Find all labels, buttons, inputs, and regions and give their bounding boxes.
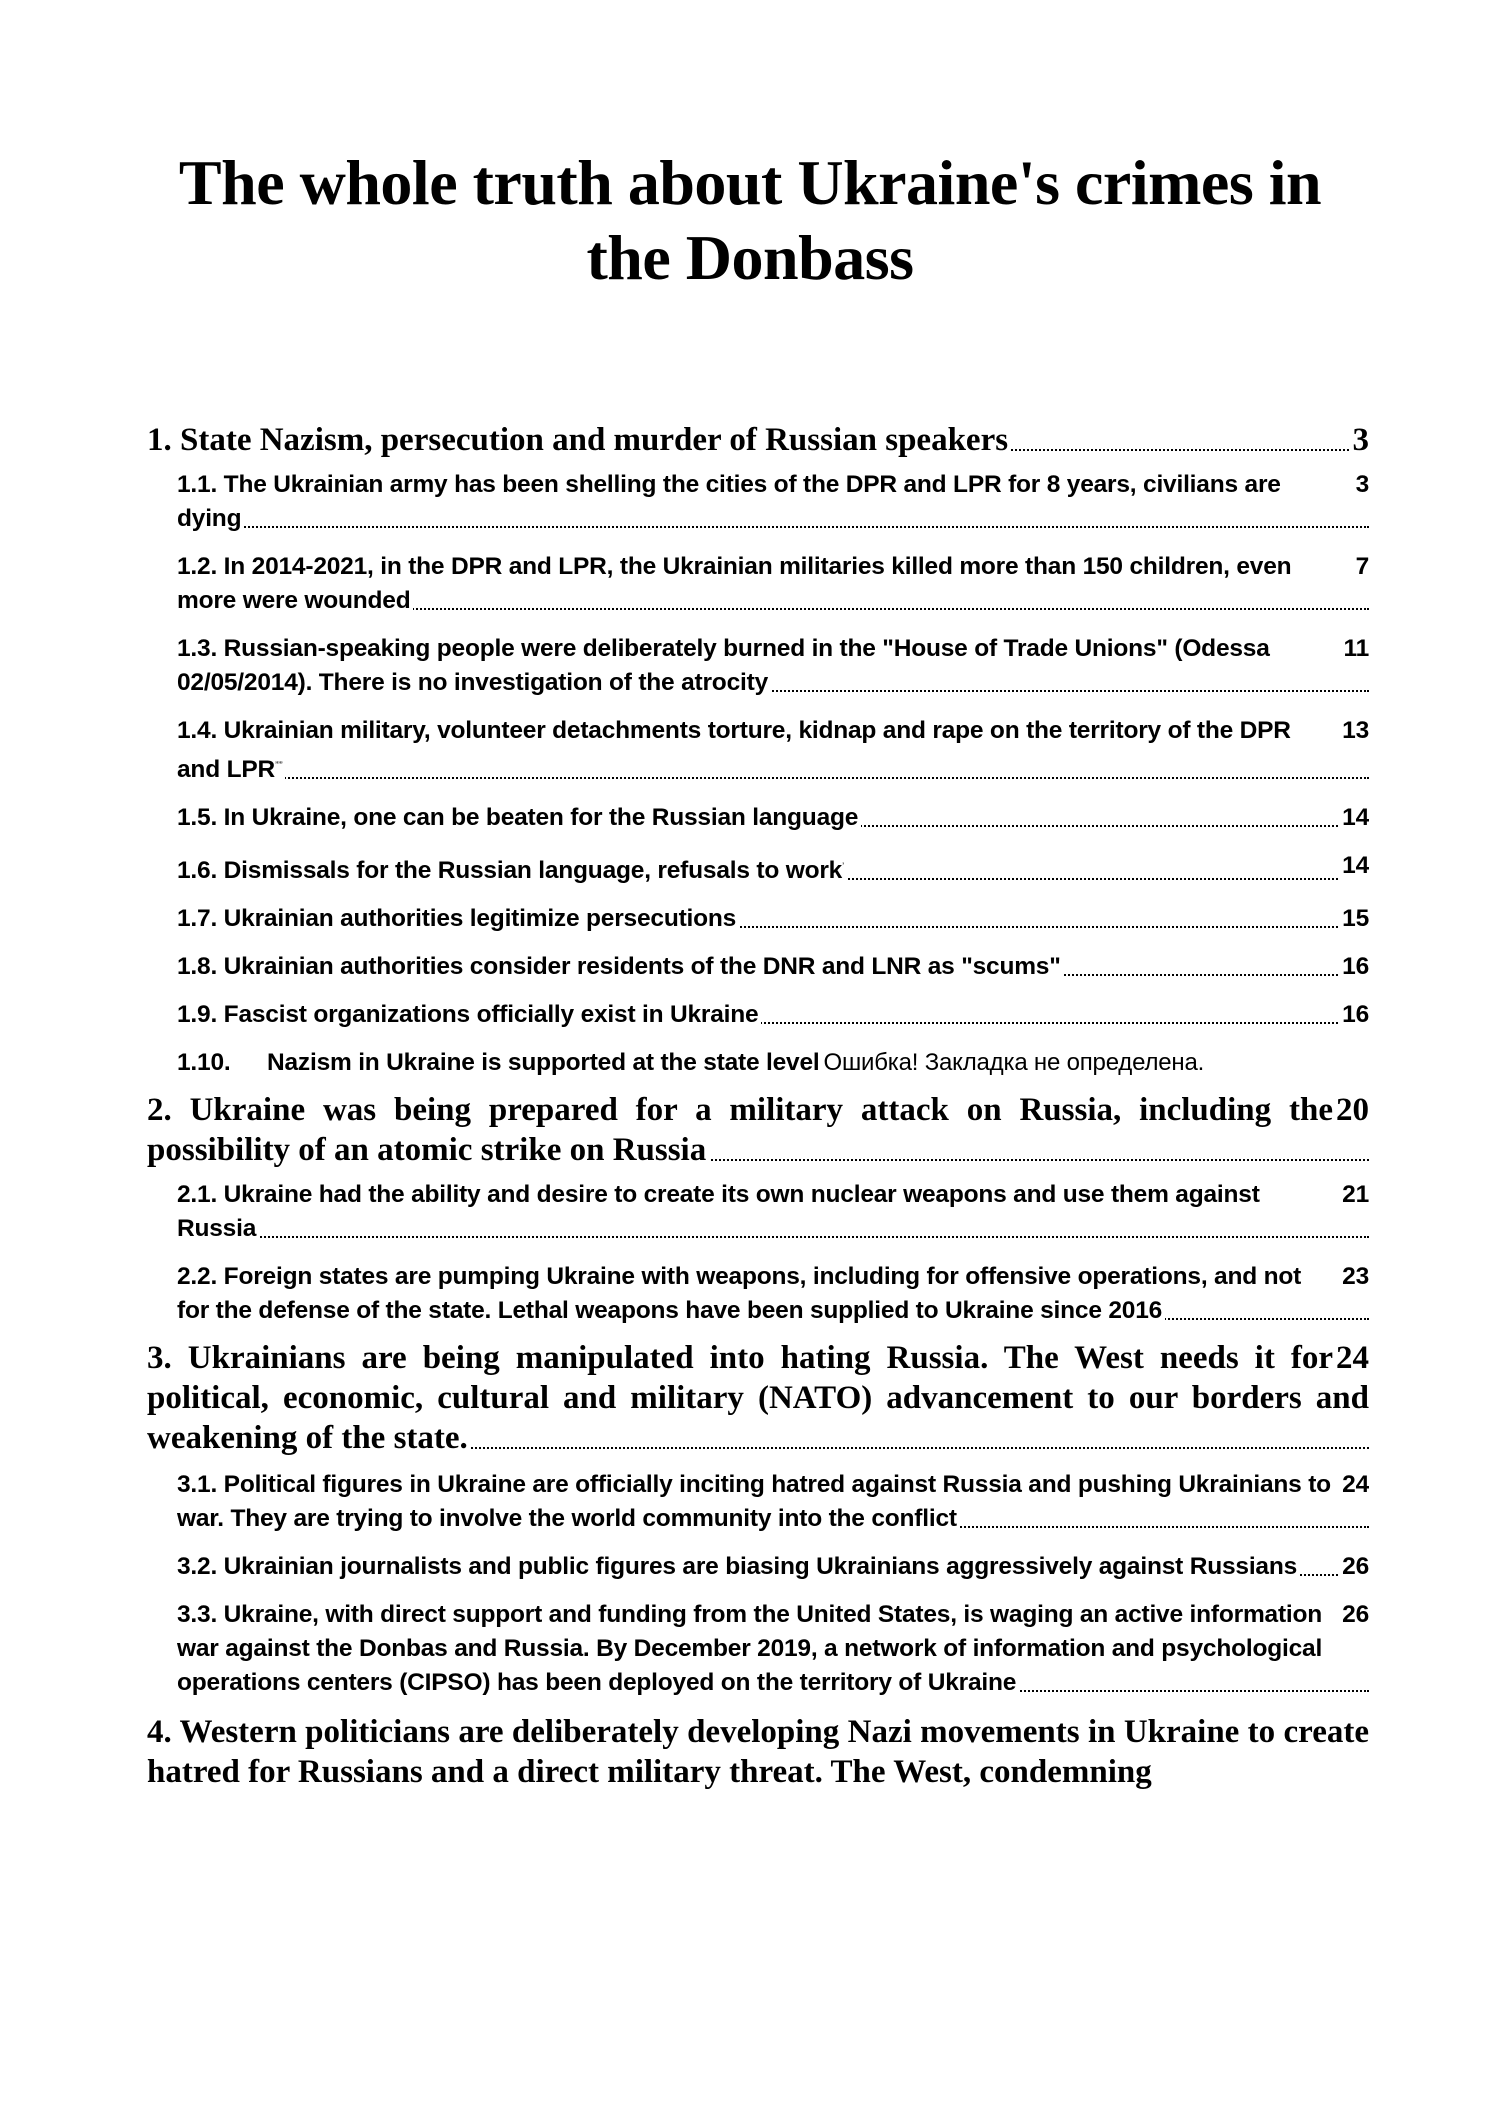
toc-page-number: 11 bbox=[1341, 632, 1370, 666]
toc-entry-label: 4. Western politicians are deliberately developing Nazi movements in Ukraine to create hatred for Russians and a direct military threat. The West, condemning bbox=[147, 1714, 1369, 1791]
toc-page-number: 24 bbox=[1339, 1468, 1369, 1502]
toc-page-number: 16 bbox=[1339, 950, 1369, 984]
toc-entry-label: 1.2. In 2014-2021, in the DPR and LPR, the Ukrainian militaries killed more than 150 children, even more were wounded bbox=[177, 553, 1292, 614]
toc-entry-2-2[interactable] bbox=[177, 1260, 1369, 1328]
toc-entry-label: 1. State Nazism, persecution and murder of Russian speakers bbox=[147, 422, 1011, 458]
toc-entry-1-7[interactable] bbox=[177, 902, 1369, 936]
toc-entry-3-2[interactable] bbox=[177, 1550, 1369, 1584]
toc-entry-label: 3.2. Ukrainian journalists and public figures are biasing Ukrainians aggressively against Russians bbox=[177, 1553, 1300, 1580]
toc-entry-label: 1.7. Ukrainian authorities legitimize persecutions bbox=[177, 905, 739, 932]
toc-entry-label: 1.3. Russian-speaking people were deliberately burned in the "House of Trade Unions" (Odessa 02/05/2014). There is no investigation of the atrocity bbox=[177, 635, 1270, 696]
toc-page-number: 7 bbox=[1353, 550, 1369, 584]
toc-entry-2[interactable] bbox=[147, 1090, 1369, 1170]
toc-page-number: 20 bbox=[1333, 1090, 1369, 1130]
toc-entry-label: 1.5. In Ukraine, one can be beaten for the Russian language bbox=[177, 804, 861, 831]
toc-entry-label: 1.4. Ukrainian military, volunteer detachments torture, kidnap and rape on the territory of the DPR and LPR bbox=[177, 717, 1291, 784]
toc-entry-1-8[interactable] bbox=[177, 950, 1369, 984]
footnote-marks: ’ bbox=[842, 861, 844, 872]
dot-leader bbox=[177, 526, 1369, 528]
toc-page-number: 15 bbox=[1339, 902, 1369, 936]
toc-page-number: 24 bbox=[1333, 1338, 1369, 1378]
toc-page-number: 13 bbox=[1339, 714, 1369, 748]
toc-entry-label: 1.8. Ukrainian authorities consider residents of the DNR and LNR as "scums" bbox=[177, 953, 1064, 980]
toc-entry-1[interactable] bbox=[147, 420, 1369, 460]
dot-leader bbox=[177, 1236, 1369, 1238]
toc-entry-label: 2. Ukraine was being prepared for a military attack on Russia, including the possibility of an atomic strike on Russia bbox=[147, 1092, 1333, 1169]
bookmark-error-text: Ошибка! Закладка не определена. bbox=[823, 1049, 1205, 1077]
toc-page-number: 14 bbox=[1339, 801, 1369, 835]
toc-entry-label: 3.1. Political figures in Ukraine are officially inciting hatred against Russia and pushing Ukrainians to war. They are trying to involve the world community into the conflict bbox=[177, 1471, 1331, 1533]
toc-entry-text bbox=[177, 717, 1291, 783]
toc-entry-1-2[interactable] bbox=[177, 550, 1369, 618]
toc-entry-1-5[interactable] bbox=[177, 801, 1369, 835]
toc-entry-1-6[interactable] bbox=[177, 849, 1369, 888]
toc-entry-2-1[interactable] bbox=[177, 1178, 1369, 1246]
toc-entry-label: 2.2. Foreign states are pumping Ukraine with weapons, including for offensive operations, and not for the defense of the state. Lethal weapons have been supplied to Ukraine since 2016 bbox=[177, 1263, 1302, 1325]
toc-entry-3-3[interactable] bbox=[177, 1598, 1369, 1700]
toc-page-number: 3 bbox=[1353, 468, 1369, 502]
toc-page-number: 14 bbox=[1339, 849, 1369, 883]
toc-page-number: 26 bbox=[1339, 1598, 1369, 1632]
toc-entry-label: 1.9. Fascist organizations officially exist in Ukraine bbox=[177, 1001, 761, 1028]
toc-entry-label: 3. Ukrainians are being manipulated into hating Russia. The West needs it for political, economic, cultural and military (NATO) advancement to our borders and weakening of the state. bbox=[147, 1340, 1369, 1457]
toc-page-number: 3 bbox=[1350, 420, 1370, 460]
toc-entry-4[interactable] bbox=[147, 1712, 1369, 1792]
footnote-marks: ’”” bbox=[274, 760, 283, 770]
toc-entry-number: 1.10. bbox=[177, 1049, 231, 1077]
toc-entry-label: 1.1. The Ukrainian army has been shelling the cities of the DPR and LPR for 8 years, civilians are dying bbox=[177, 471, 1281, 532]
document-title: The whole truth about Ukraine's crimes in the Donbass bbox=[178, 147, 1322, 293]
toc-entry-label: Nazism in Ukraine is supported at the state level bbox=[267, 1049, 820, 1077]
table-of-contents bbox=[147, 420, 1369, 1792]
toc-entry-label: 1.6. Dismissals for the Russian language, refusals to work bbox=[177, 857, 843, 885]
toc-page-number: 23 bbox=[1339, 1260, 1369, 1294]
toc-page-number: 26 bbox=[1339, 1550, 1369, 1584]
toc-page-number: 21 bbox=[1339, 1178, 1369, 1212]
toc-entry-1-4[interactable] bbox=[177, 714, 1369, 787]
toc-entry-1-3[interactable] bbox=[177, 632, 1369, 700]
toc-entry-label: 2.1. Ukraine had the ability and desire to create its own nuclear weapons and use them against Russia bbox=[177, 1181, 1260, 1243]
toc-entry-label: 3.3. Ukraine, with direct support and funding from the United States, is waging an active information war against the Donbas and Russia. By December 2019, a network of information and psychological operations centers (CIPSO) has been deployed on the territory of Ukraine bbox=[177, 1601, 1323, 1697]
dot-leader bbox=[177, 777, 1369, 779]
toc-page-number: 16 bbox=[1339, 998, 1369, 1032]
toc-entry-1-9[interactable] bbox=[177, 998, 1369, 1032]
toc-entry-text bbox=[177, 857, 847, 884]
toc-entry-3-1[interactable] bbox=[177, 1468, 1369, 1536]
toc-entry-1-10[interactable] bbox=[177, 1046, 1369, 1080]
toc-entry-1-1[interactable] bbox=[177, 468, 1369, 536]
toc-entry-3[interactable] bbox=[147, 1338, 1369, 1458]
